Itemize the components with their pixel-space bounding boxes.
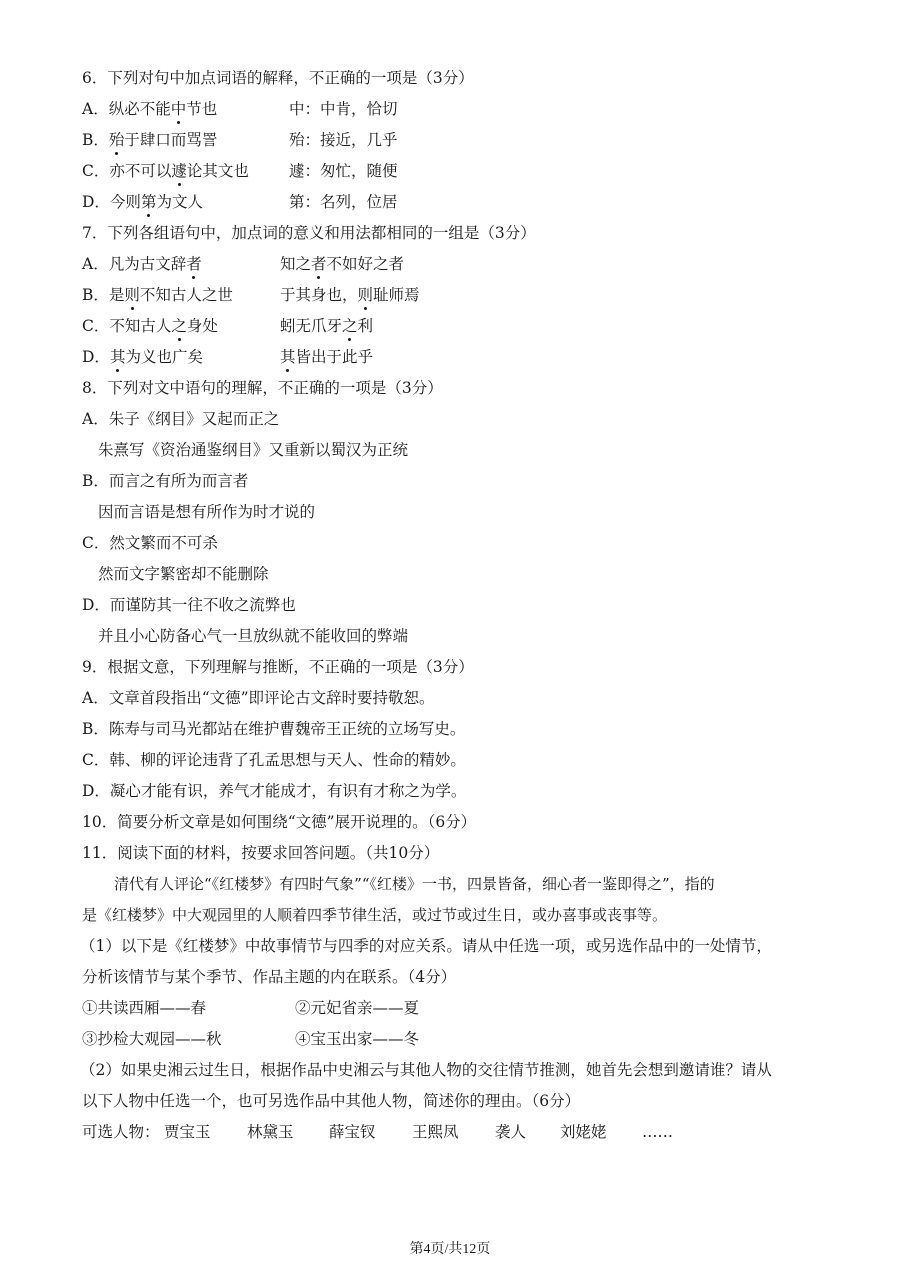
q6-option-b: B．殆于肆口而骂詈 殆：接近，几乎 <box>82 131 398 149</box>
q8-option-d: D．而谨防其一往不收之流弊也 <box>82 596 296 614</box>
q6-stem: 6．下列对句中加点词语的解释，不正确的一项是（3分） <box>82 69 474 87</box>
person-option: 刘姥姥 <box>560 1123 607 1141</box>
emphasis-dot-char: 其 <box>109 348 126 366</box>
q11-pick-label: 可选人物： <box>82 1123 160 1141</box>
emphasis-dot-char: 者 <box>186 255 202 273</box>
q11-option-2: ②元妃省亲——夏 <box>295 999 420 1017</box>
q8-option-d-explanation: 并且小心防备心气一旦放纵就不能收回的弊端 <box>98 627 409 645</box>
q8-stem: 8．下列对文中语句的理解，不正确的一项是（3分） <box>82 379 443 397</box>
ellipsis: …… <box>642 1123 673 1141</box>
q11-option-4: ④宝玉出家——冬 <box>295 1030 420 1048</box>
emphasis-dot-char: 则 <box>357 286 374 304</box>
emphasis-dot-char: 遽 <box>171 162 187 180</box>
person-option: 袭人 <box>495 1123 527 1141</box>
person-option: 薛宝钗 <box>329 1123 376 1141</box>
q11-sub2-line-2: 以下人物中任选一个，也可另选作品中其他人物，简述你的理由。（6分） <box>82 1092 581 1110</box>
q11-option-1: ①共读西厢——春 <box>82 999 207 1017</box>
q11-options-row-2 <box>82 1029 420 1049</box>
q9-option-d: D．凝心才能有识，养气才能成才，有识有才称之为学。 <box>82 782 467 800</box>
q6-option-d: D．今则第为文人 第：名列，位居 <box>82 193 398 211</box>
q8-option-c-explanation: 然而文字繁密却不能删除 <box>98 565 269 583</box>
q8-option-b: B．而言之有所为而言者 <box>82 472 249 490</box>
q8-option-b-explanation: 因而言语是想有所作为时才说的 <box>98 503 316 521</box>
emphasis-dot-char: 者 <box>311 255 327 273</box>
emphasis-dot-char: 之 <box>171 317 187 335</box>
q11-sub2-line-1: （2）如果史湘云过生日，根据作品中史湘云与其他人物的交往情节推测，她首先会想到邀请谁？请从 <box>80 1061 772 1079</box>
person-option: 林黛玉 <box>247 1123 294 1141</box>
q11-material-line-1: 清代有人评论“《红楼梦》有四时气象”“《红楼》一书，四景皆备，细心者一鉴即得之”，指的 <box>114 875 715 893</box>
person-option: 王熙凤 <box>412 1123 459 1141</box>
q7-stem: 7．下列各组语句中，加点词的意义和用法都相同的一组是（3分） <box>82 224 536 242</box>
emphasis-dot-char: 第 <box>140 193 157 211</box>
q8-option-c: C．然文繁而不可杀 <box>82 534 218 552</box>
q11-sub1-line-1: （1）以下是《红楼梦》中故事情节与四季的对应关系。请从中任选一项，或另选作品中的一处情节， <box>80 937 772 955</box>
q7-option-a: A．凡为古文辞者 知之者不如好之者 <box>82 255 405 273</box>
q8-option-a-explanation: 朱熹写《资治通鉴纲目》又重新以蜀汉为正统 <box>98 441 409 459</box>
q7-option-b: B．是则不知古人之世 于其身也，则耻师焉 <box>82 286 420 304</box>
emphasis-dot-char: 其 <box>280 348 296 366</box>
person-option: 贾宝玉 <box>164 1123 211 1141</box>
q7-option-c: C．不知古人之身处 蚓无爪牙之利 <box>82 317 374 335</box>
q9-option-c: C．韩、柳的评论违背了孔孟思想与天人、性命的精妙。 <box>82 751 466 769</box>
q10-stem: 10．简要分析文章是如何围绕“文德”展开说理的。（6分） <box>82 813 477 831</box>
q11-people-row <box>82 1122 673 1142</box>
q11-sub1-line-2: 分析该情节与某个季节、作品主题的内在联系。（4分） <box>82 968 457 986</box>
q8-option-a: A．朱子《纲目》又起而正之 <box>82 410 280 428</box>
emphasis-dot-char: 中 <box>170 100 187 118</box>
q6-option-a: A．纵必不能中节也 中：中肯，恰切 <box>82 100 398 118</box>
q9-option-b: B．陈寿与司马光都站在维护曹魏帝王正统的立场写史。 <box>82 720 466 738</box>
q9-stem: 9．根据文意，下列理解与推断，不正确的一项是（3分） <box>82 658 474 676</box>
emphasis-dot-char: 殆 <box>108 131 125 149</box>
emphasis-dot-char: 之 <box>342 317 358 335</box>
page-number-footer: 第4页/共12页 <box>409 1242 491 1257</box>
q6-option-c: C．亦不可以遽论其文也 遽：匆忙，随便 <box>82 162 398 180</box>
q11-options-row-1 <box>82 998 420 1018</box>
q9-option-a: A．文章首段指出“文德”即评论古文辞时要持敬恕。 <box>82 689 435 707</box>
q11-material-line-2: 是《红楼梦》中大观园里的人顺着四季节律生活，或过节或过生日，或办喜事或丧事等。 <box>82 906 668 924</box>
q11-option-3: ③抄检大观园——秋 <box>82 1030 222 1048</box>
q11-stem: 11．阅读下面的材料，按要求回答问题。（共10分） <box>82 844 440 862</box>
emphasis-dot-char: 则 <box>124 286 140 304</box>
q7-option-d: D．其为义也广矣 其皆出于此乎 <box>82 348 374 366</box>
